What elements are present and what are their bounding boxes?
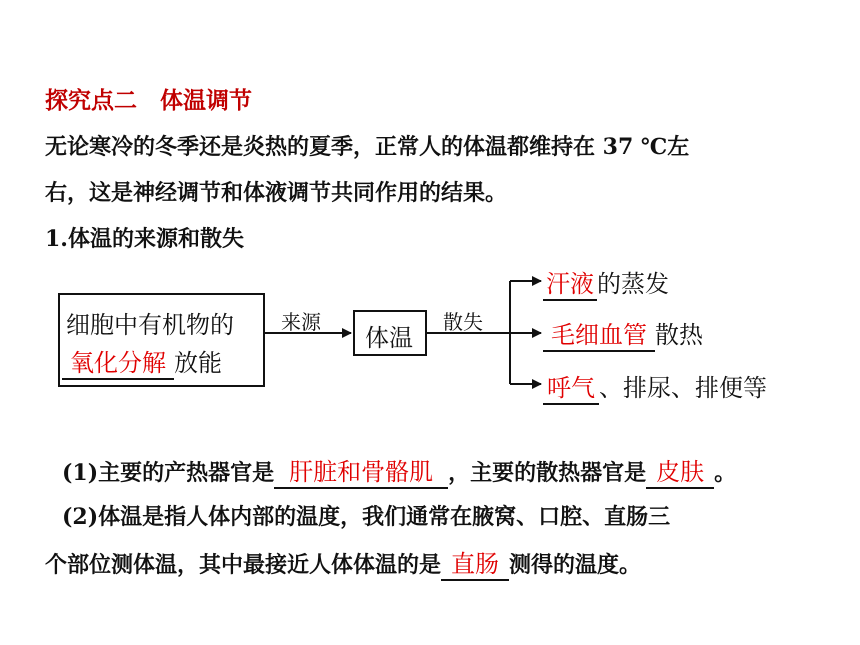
center-box-label: 体温 [365, 324, 413, 352]
output-1-suffix: 的蒸发 [597, 270, 669, 298]
q2-suffix: 测得的温度。 [509, 552, 642, 578]
answer-capillary: 毛细血管 [543, 315, 655, 352]
q2-prefix: 个部位测体温，其中最接近人体体温的是 [45, 552, 442, 578]
answer-oxidation: 氧化分解 [62, 343, 174, 380]
source-box-line1: 细胞中有机物的 [66, 311, 234, 339]
answer-sweat: 汗液 [543, 264, 597, 301]
answer-rectum: 直肠 [441, 544, 509, 581]
question-1 [62, 452, 736, 489]
answer-skin: 皮肤 [646, 452, 714, 489]
q1-middle: ，主要的散热器官是 [448, 460, 647, 486]
answer-exhale: 呼气 [543, 368, 599, 405]
output-2-suffix: 散热 [655, 321, 703, 349]
section1-title: 1.体温的来源和散失 [45, 226, 244, 252]
question-2-line2 [45, 544, 641, 581]
question-2-line1: (2)体温是指人体内部的温度，我们通常在腋窝、口腔、直肠三 [62, 504, 671, 530]
intro-line-1: 无论寒冷的冬季还是炎热的夏季，正常人的体温都维持在 37 ℃左 [45, 134, 690, 160]
q1-end: 。 [714, 460, 737, 486]
intro-line-2: 右，这是神经调节和体液调节共同作用的结果。 [45, 180, 508, 206]
q1-prefix: (1)主要的产热器官是 [62, 460, 275, 486]
section-heading: 探究点二 体温调节 [45, 87, 252, 114]
answer-liver-muscle: 肝脏和骨骼肌 [274, 452, 448, 489]
loss-label: 散失 [443, 310, 483, 334]
source-label: 来源 [281, 310, 321, 334]
output-3-suffix: 、排尿、排便等 [599, 374, 767, 402]
source-box-suffix: 放能 [174, 349, 222, 377]
